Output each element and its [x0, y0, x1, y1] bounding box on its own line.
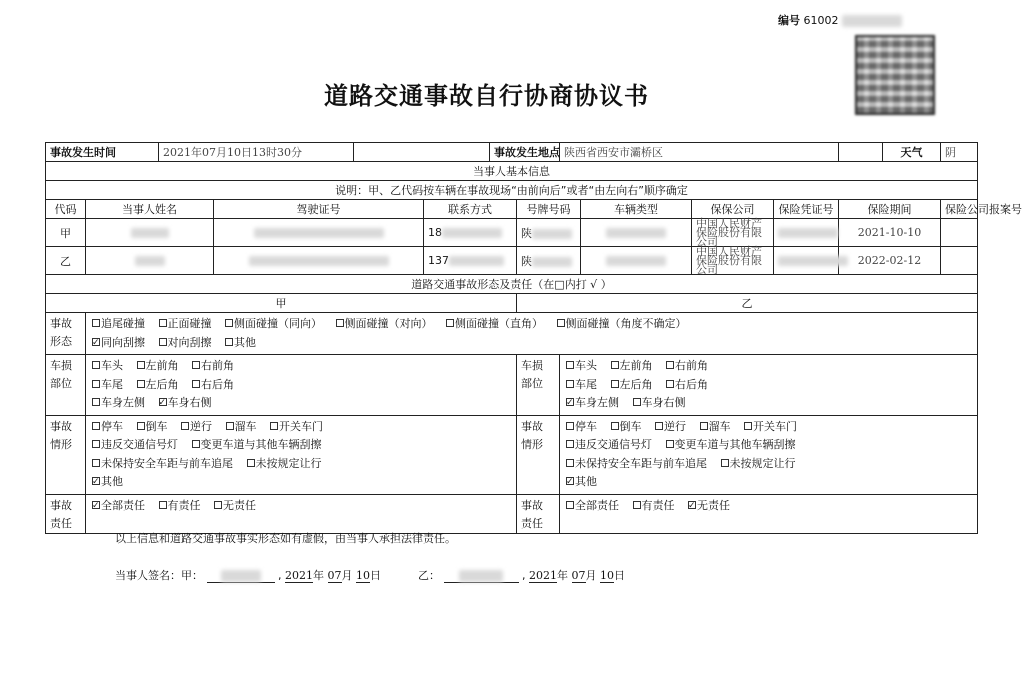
- checkbox[interactable]: [666, 440, 674, 448]
- year-b: 2021: [529, 569, 557, 582]
- damage-options-a: [86, 355, 517, 416]
- document-number: [778, 12, 902, 28]
- checkbox[interactable]: [566, 477, 574, 485]
- header-plate: 号牌号码: [517, 200, 581, 219]
- checkbox[interactable]: [192, 440, 200, 448]
- liability-options-b: [560, 494, 978, 533]
- checkbox[interactable]: [92, 361, 100, 369]
- checkbox[interactable]: [655, 422, 663, 430]
- option[interactable]: 全部责任: [566, 497, 619, 516]
- place-label: 事故发生地点: [490, 143, 560, 162]
- header-phone: 联系方式: [424, 200, 517, 219]
- damage-label-b: 车损 部位: [517, 355, 560, 416]
- weather-label: 天气: [883, 143, 941, 162]
- option[interactable]: ✓ 车身右侧: [159, 394, 212, 413]
- sign-b-label: 乙：: [418, 569, 440, 582]
- checkbox[interactable]: [137, 361, 145, 369]
- party-period: 2022-02-12: [839, 247, 941, 275]
- checkbox[interactable]: [225, 319, 233, 327]
- option[interactable]: 逆行: [181, 418, 212, 437]
- party-report-no: [941, 219, 978, 247]
- parties-note: 说明：甲、乙代码按车辆在事故现场“由前向后”或者“由左向右”顺序确定: [46, 181, 978, 200]
- day-a: 10: [356, 569, 370, 582]
- time-spacer: [354, 143, 490, 162]
- option-row: [566, 357, 971, 376]
- checkbox[interactable]: [92, 398, 100, 406]
- option[interactable]: 倒车: [137, 418, 168, 437]
- option[interactable]: 无责任: [214, 497, 256, 516]
- checkbox[interactable]: [566, 440, 574, 448]
- option[interactable]: 右前角: [666, 357, 708, 376]
- checkbox[interactable]: [611, 422, 619, 430]
- checkbox[interactable]: [557, 319, 565, 327]
- checkbox[interactable]: [225, 338, 233, 346]
- signature-a[interactable]: [207, 569, 275, 583]
- checkbox[interactable]: [92, 501, 100, 509]
- option[interactable]: ✓其他: [92, 473, 123, 492]
- option-row: [92, 394, 510, 413]
- checkbox[interactable]: [633, 501, 641, 509]
- signature-b[interactable]: [444, 569, 519, 583]
- checkbox[interactable]: [611, 361, 619, 369]
- option-row: [566, 455, 971, 474]
- option[interactable]: 变更车道与其他车辆刮擦: [666, 436, 796, 455]
- option[interactable]: 开关车门: [270, 418, 323, 437]
- checkbox[interactable]: [666, 380, 674, 388]
- option-row: [566, 394, 971, 413]
- option[interactable]: 右后角: [666, 376, 708, 395]
- option[interactable]: 追尾碰撞: [92, 315, 145, 334]
- checkbox[interactable]: [744, 422, 752, 430]
- place-spacer: [839, 143, 883, 162]
- option[interactable]: 违反交通信号灯: [566, 436, 652, 455]
- header-license: 驾驶证号: [214, 200, 424, 219]
- party-license: [214, 219, 424, 247]
- party-a-header: 甲: [46, 294, 517, 313]
- option[interactable]: 溜车: [700, 418, 731, 437]
- document-number-label: 编号: [778, 14, 800, 27]
- checkbox[interactable]: [181, 422, 189, 430]
- header-insurer: 保保公司: [692, 200, 774, 219]
- option-row: [92, 455, 510, 474]
- checkbox[interactable]: [446, 319, 454, 327]
- party-row-a: [46, 219, 978, 247]
- option[interactable]: ✓车身左侧: [566, 394, 619, 413]
- redacted-block: [842, 15, 902, 27]
- month-b: 07: [571, 569, 586, 582]
- agreement-table: [45, 142, 1022, 534]
- party-policy-no: [774, 247, 839, 275]
- checkbox[interactable]: [137, 422, 145, 430]
- checkbox[interactable]: [159, 501, 167, 509]
- option[interactable]: 有责任: [159, 497, 201, 516]
- party-name: [86, 219, 214, 247]
- situation-label-a: 事故 情形: [46, 415, 86, 494]
- option[interactable]: 左前角: [611, 357, 653, 376]
- option[interactable]: 开关车门: [744, 418, 797, 437]
- party-period: 2021-10-10: [839, 219, 941, 247]
- party-code: 甲: [46, 219, 86, 247]
- option[interactable]: 车身右侧: [633, 394, 686, 413]
- option-row: [92, 436, 510, 455]
- disclaimer: 以上信息和道路交通事故事实形态如有虚假，由当事人承担法律责任。: [115, 532, 456, 545]
- shape-options: [86, 313, 978, 355]
- checkbox[interactable]: [137, 380, 145, 388]
- liability-label-a: 事故 责任: [46, 494, 86, 533]
- option[interactable]: 侧面碰撞（对向）: [336, 315, 433, 334]
- option-row: [566, 418, 971, 437]
- day-b: 10: [600, 569, 614, 582]
- option[interactable]: 车头: [566, 357, 597, 376]
- checkbox[interactable]: [611, 380, 619, 388]
- year-a: 2021: [285, 569, 313, 582]
- parties-section-title: 当事人基本信息: [46, 162, 978, 181]
- month-a: 07: [327, 569, 342, 582]
- weather-value: 阴: [941, 143, 978, 162]
- party-insurer: 中国人民财产保险股份有限公司: [692, 247, 774, 275]
- header-code: 代码: [46, 200, 86, 219]
- checkbox[interactable]: [336, 319, 344, 327]
- party-vehicle-type: [581, 219, 692, 247]
- option-row: [92, 334, 971, 353]
- option[interactable]: 车头: [92, 357, 123, 376]
- option[interactable]: 停车: [92, 418, 123, 437]
- option[interactable]: ✓ 无责任: [688, 497, 730, 516]
- checkbox[interactable]: [721, 459, 729, 467]
- option-row: [92, 315, 971, 334]
- option[interactable]: 侧面碰撞（同向）: [225, 315, 322, 334]
- checkbox[interactable]: [566, 501, 574, 509]
- liability-options-a: [86, 494, 517, 533]
- time-value: 2021年07月10日13时30分: [159, 143, 354, 162]
- option[interactable]: 侧面碰撞（角度不确定）: [557, 315, 687, 334]
- checkbox[interactable]: [270, 422, 278, 430]
- sign-label: 当事人签名：甲：: [115, 569, 203, 582]
- option[interactable]: 倒车: [611, 418, 642, 437]
- checkbox[interactable]: [700, 422, 708, 430]
- option-row: [566, 436, 971, 455]
- party-plate: 陕: [517, 247, 581, 275]
- liability-label-b: 事故 责任: [517, 494, 560, 533]
- option[interactable]: 左后角: [137, 376, 179, 395]
- option[interactable]: ✓全部责任: [92, 497, 145, 516]
- checkbox[interactable]: [566, 380, 574, 388]
- checkbox[interactable]: [566, 361, 574, 369]
- checkbox[interactable]: [566, 422, 574, 430]
- damage-options-b: [560, 355, 978, 416]
- party-plate: 陕: [517, 219, 581, 247]
- situation-label-b: 事故 情形: [517, 415, 560, 494]
- forms-section-title: 道路交通事故形态及责任（在□内打 √ ）: [46, 275, 978, 294]
- damage-label-a: 车损 部位: [46, 355, 86, 416]
- checkbox[interactable]: [159, 319, 167, 327]
- document-number-value: 61002: [803, 14, 839, 27]
- option[interactable]: 正面碰撞: [159, 315, 212, 334]
- option[interactable]: 有责任: [633, 497, 675, 516]
- header-period: 保险期间: [839, 200, 941, 219]
- option-row: [92, 376, 510, 395]
- option[interactable]: ✓同向刮擦: [92, 334, 145, 353]
- option-row: [566, 473, 971, 492]
- option[interactable]: 未按规定让行: [721, 455, 796, 474]
- header-policy-no: 保险凭证号: [774, 200, 839, 219]
- option[interactable]: 左前角: [137, 357, 179, 376]
- option[interactable]: 侧面碰撞（直角）: [446, 315, 543, 334]
- party-report-no: [941, 247, 978, 275]
- checkbox[interactable]: [214, 501, 222, 509]
- checkbox[interactable]: [159, 398, 167, 406]
- situation-options-b: [560, 415, 978, 494]
- signature-line: 当事人签名：甲： , 2021年 07月 10日 乙： , 2021年 07月 10日: [115, 569, 625, 582]
- option[interactable]: 溜车: [226, 418, 257, 437]
- option[interactable]: 逆行: [655, 418, 686, 437]
- option-row: [92, 418, 510, 437]
- time-label: 事故发生时间: [46, 143, 159, 162]
- option[interactable]: 对向刮擦: [159, 334, 212, 353]
- checkbox[interactable]: [633, 398, 641, 406]
- checkbox[interactable]: [666, 361, 674, 369]
- checkbox[interactable]: [92, 440, 100, 448]
- checkbox[interactable]: [92, 459, 100, 467]
- party-phone: 18: [424, 219, 517, 247]
- option-row: [92, 357, 510, 376]
- checkbox[interactable]: [192, 380, 200, 388]
- checkbox[interactable]: [92, 477, 100, 485]
- option[interactable]: 未保持安全车距与前车追尾: [566, 455, 707, 474]
- party-code: 乙: [46, 247, 86, 275]
- checkbox[interactable]: [247, 459, 255, 467]
- checkbox[interactable]: [566, 398, 574, 406]
- checkbox[interactable]: [566, 459, 574, 467]
- party-insurer: 中国人民财产保险股份有限公司: [692, 219, 774, 247]
- party-policy-no: [774, 219, 839, 247]
- option[interactable]: 左后角: [611, 376, 653, 395]
- checkbox[interactable]: [92, 319, 100, 327]
- party-name: [86, 247, 214, 275]
- option[interactable]: 其他: [225, 334, 256, 353]
- option-row: [566, 376, 971, 395]
- shape-label: 事故 形态: [46, 313, 86, 355]
- party-vehicle-type: [581, 247, 692, 275]
- checkbox[interactable]: [226, 422, 234, 430]
- party-b-header: 乙: [517, 294, 978, 313]
- header-name: 当事人姓名: [86, 200, 214, 219]
- option-row: [92, 473, 510, 492]
- document-title: 道路交通事故自行协商协议书: [324, 81, 649, 110]
- header-report-no: 保险公司报案号: [941, 200, 978, 219]
- option[interactable]: 违反交通信号灯: [92, 436, 178, 455]
- situation-options-a: [86, 415, 517, 494]
- party-phone: 137: [424, 247, 517, 275]
- option[interactable]: 车尾: [92, 376, 123, 395]
- option[interactable]: 停车: [566, 418, 597, 437]
- option[interactable]: 车尾: [566, 376, 597, 395]
- checkbox[interactable]: [92, 422, 100, 430]
- party-row-b: [46, 247, 978, 275]
- checkbox[interactable]: [92, 380, 100, 388]
- checkbox[interactable]: [92, 338, 100, 346]
- option[interactable]: 右前角: [192, 357, 234, 376]
- option[interactable]: 变更车道与其他车辆刮擦: [192, 436, 322, 455]
- option[interactable]: 右后角: [192, 376, 234, 395]
- option[interactable]: 车身左侧: [92, 394, 145, 413]
- option[interactable]: 未按规定让行: [247, 455, 322, 474]
- option[interactable]: 未保持安全车距与前车追尾: [92, 455, 233, 474]
- checkbox[interactable]: [688, 501, 696, 509]
- header-vehicle-type: 车辆类型: [581, 200, 692, 219]
- option[interactable]: ✓其他: [566, 473, 597, 492]
- checkbox[interactable]: [159, 338, 167, 346]
- party-license: [214, 247, 424, 275]
- checkbox[interactable]: [192, 361, 200, 369]
- place-value: 陕西省西安市灞桥区: [560, 143, 839, 162]
